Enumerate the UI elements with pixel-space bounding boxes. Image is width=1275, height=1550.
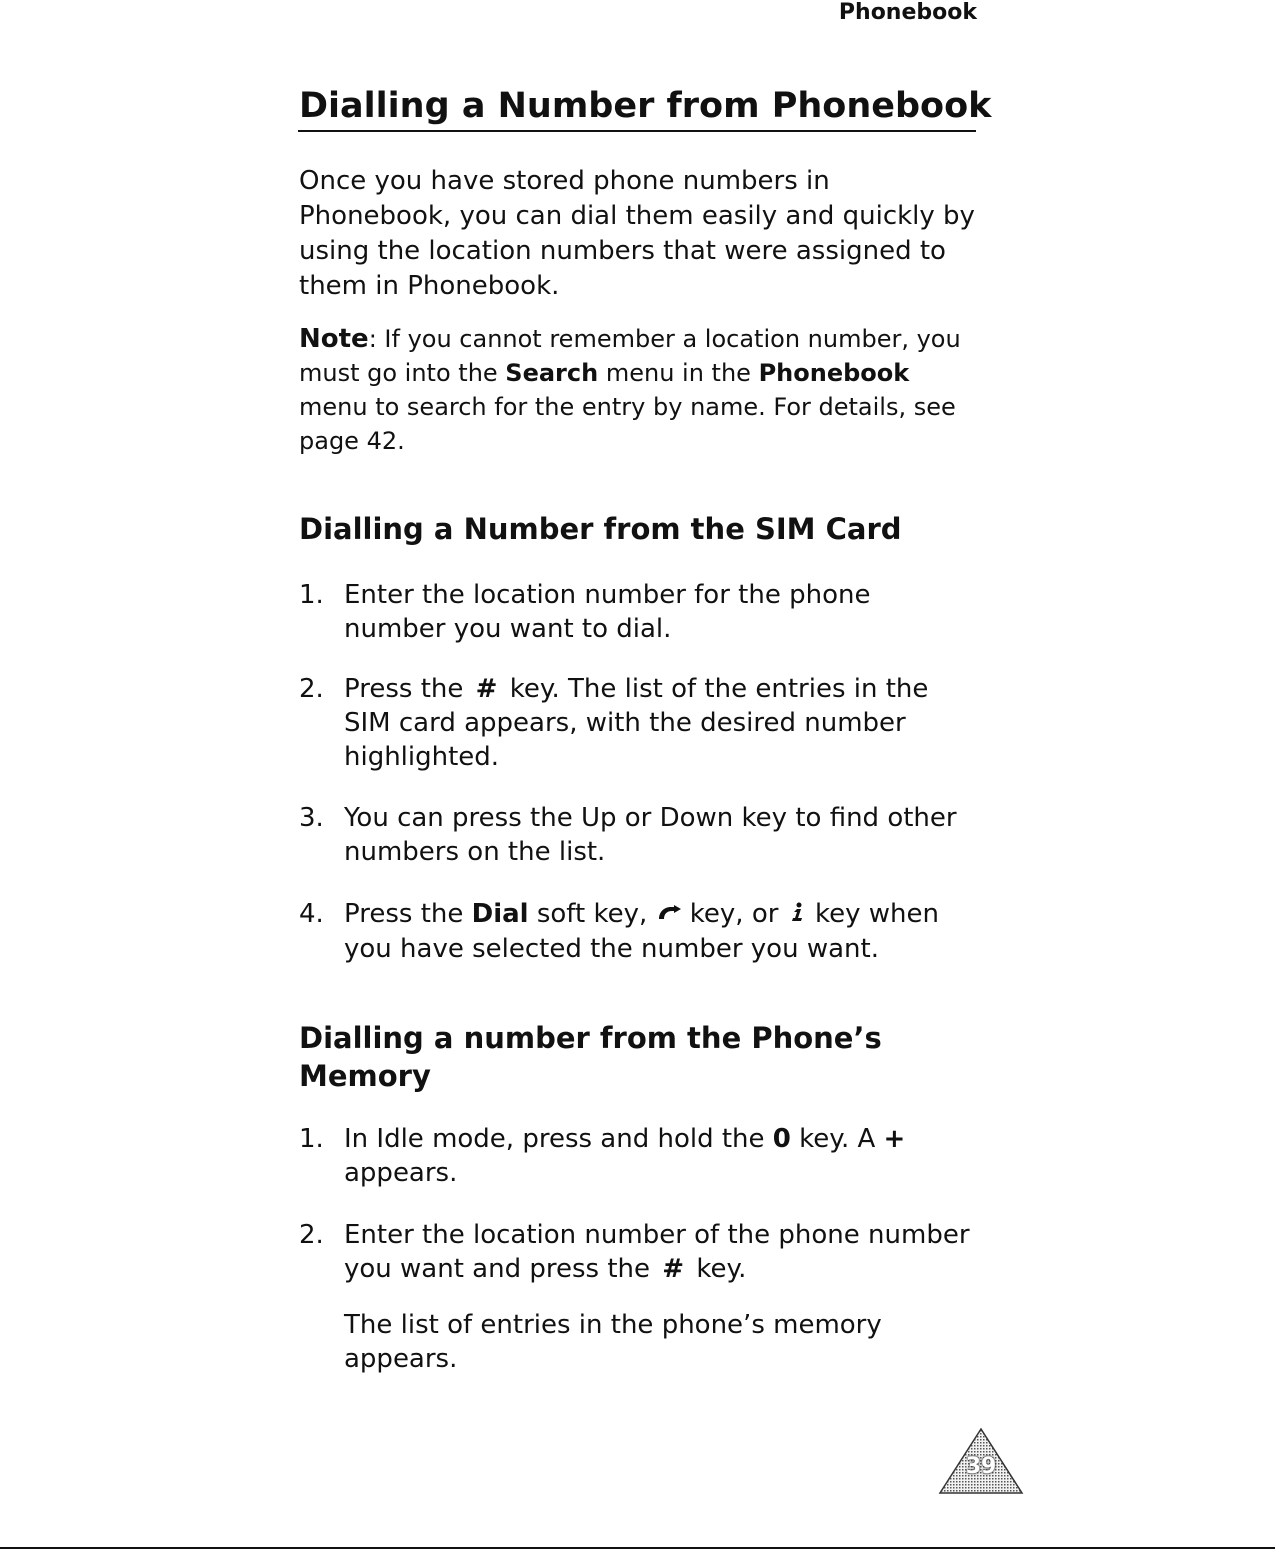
menu-key-icon (787, 898, 807, 932)
memory-step-1 (299, 1122, 979, 1190)
step-paragraph: The list of entries in the phone’s memory appears. (344, 1310, 882, 1374)
step-text-pre: Enter the location number of the phone number you want and press the (344, 1220, 970, 1284)
send-key-icon (656, 898, 682, 932)
step-text-mid: soft key, (528, 899, 656, 929)
step-text-pre: Press the (344, 899, 472, 929)
step-text-post: key. The list of the entries in the SIM card appears, with the desired number highlighted. (344, 674, 929, 772)
page-number-badge (938, 1427, 1024, 1495)
step-text (344, 672, 979, 774)
step-number: 4. (299, 899, 324, 929)
plus-sign: + (883, 1124, 906, 1154)
note-text: menu to search for the entry by name. For details, see page 42. (299, 393, 956, 455)
note-search-term: Search (505, 359, 599, 387)
sim-step-1 (299, 578, 979, 646)
header-title: Phonebook (838, 0, 977, 25)
step-number: 1. (299, 580, 324, 610)
step-number: 3. (299, 803, 324, 833)
note-text: If you cannot remember a location number, you must go into the (299, 325, 961, 387)
step-text (344, 1218, 979, 1376)
step-number: 2. (299, 1220, 324, 1250)
page-title: Dialling a Number from Phonebook (299, 86, 992, 126)
note-phonebook-term: Phonebook (758, 359, 910, 387)
step-number: 1. (299, 1124, 324, 1154)
step-text (344, 1122, 979, 1190)
zero-key: 0 (772, 1124, 791, 1154)
note-colon: : (368, 325, 377, 353)
dial-soft-key: Dial (471, 899, 529, 929)
sim-section-heading: Dialling a Number from the SIM Card (299, 512, 902, 546)
hash-key: # (662, 1254, 685, 1284)
sim-step-2 (299, 672, 979, 774)
step-text (344, 897, 979, 966)
note-label: Note (299, 324, 369, 354)
hash-key: # (475, 674, 498, 704)
note-text: menu in the (598, 359, 759, 387)
step-text-mid: key, or (681, 899, 787, 929)
memory-section-heading: Dialling a number from the Phone’s Memory (299, 1021, 882, 1093)
memory-step-2 (299, 1218, 979, 1376)
step-text-post: key. (696, 1254, 747, 1284)
intro-paragraph: Once you have stored phone numbers in Phonebook, you can dial them easily and quickly by using the location numbers that were assigned to them in Phonebook. (299, 166, 975, 301)
title-rule (298, 130, 976, 132)
step-number: 2. (299, 674, 324, 704)
note-block (299, 322, 979, 458)
bottom-rule (0, 1547, 1275, 1549)
step-text: You can press the Up or Down key to find other numbers on the list. (344, 803, 957, 867)
sim-step-3 (299, 801, 979, 869)
step-text-post: appears. (344, 1158, 458, 1188)
sim-step-4 (299, 897, 979, 966)
step-text: Enter the location number for the phone number you want to dial. (344, 580, 871, 644)
step-text-pre: In Idle mode, press and hold the (344, 1124, 773, 1154)
step-text-pre: Press the (344, 674, 464, 704)
step-text-mid: key. A (790, 1124, 884, 1154)
step-text-post: key when you have selected the number you want. (344, 899, 939, 964)
page-number: 39 (965, 1454, 997, 1479)
